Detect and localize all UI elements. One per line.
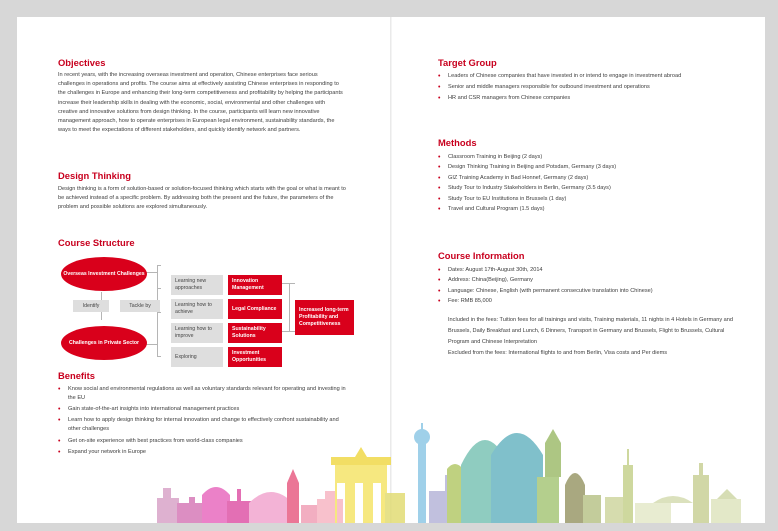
oval-overseas-investment: Overseas Investment Challenges [61,257,147,291]
target-group-list [438,72,738,106]
identify-label: Identify [73,300,109,312]
design-thinking-heading: Design Thinking [58,170,131,181]
target-group-heading: Target Group [438,57,497,68]
gray-box-approaches: Learning new approaches [171,275,223,295]
course-information-list [438,266,738,308]
methods-list [438,153,738,215]
skyline-building [583,495,601,523]
list-item: • Dates: August 17th-August 30th, 2014 [438,266,738,275]
outcome-box: Increased long-term Profitability and Competitiveness [295,300,354,335]
objectives-text: In recent years, with the increasing overseas investment and operation, Chinese enterprises face serious challenges in operations and profits. The course aims at effectively assisting Chinese enterprises in responding to the challenges in Europe and enhancing their long-term competitiveness and profitability by helping the participants increase their leadership skills in dealing with the economic, social, environmental and other challenges with creative and innovative solutions from design thinking. In the course, participants will learn new innovative management approach, how to operate enterprises in European legal environment, sustainability standards, the ways to meet the expectations of different stakeholders, and quickly identify network and partners. [58,72,343,134]
list-item: • Senior and middle managers responsible for outbound investment and operations [438,83,738,92]
skyline-building [537,477,559,523]
list-item: • Language: Chinese, English (with permanent consecutive translation into Chinese) [438,287,738,296]
skyline-building [355,447,367,457]
skyline-building [331,457,391,465]
skyline-building [317,491,343,523]
skyline-building [287,469,299,523]
skyline-building [301,505,319,523]
skyline-building [157,488,179,523]
connector-line [289,283,290,331]
list-item: • GIZ Training Academy in Bad Honnef, Germany (2 days) [438,174,738,183]
skyline-building [717,489,737,499]
connector-line [157,312,161,313]
brochure-spread [17,17,765,523]
list-item: • HR and CSR managers from Chinese companies [438,94,738,103]
list-item: • Get on-site experience with best practices from world-class companies [58,437,348,446]
skyline-building [565,473,585,523]
oval-private-sector: Challenges in Private Sector [61,326,147,360]
skyline-building [635,503,671,523]
skyline-building [385,493,405,523]
skyline-tower-sphere [414,429,430,445]
red-box-sustainability: Sustainability Solutions [228,323,282,343]
skyline-building [249,492,293,523]
fees-included-text: Included in the fees: Tuition fees for all trainings and visits, Training materials, 11 nights in 4 Hotels in Germany and Brussels, Daily Breakfast and Lunch, 6 Dinners, Transport in Germany and Brussels, Flight to Brussels, Cultural Program and Chinese Interpretation [448,317,734,345]
skyline-building [711,499,741,523]
skyline-building [693,463,709,523]
connector-line [282,331,295,332]
tackle-by-label: Tackle by [120,300,160,312]
list-item: • Address: China(Beijing), Germany [438,276,738,285]
course-information-heading: Course Information [438,250,525,261]
list-item: • Fee: RMB 85,000 [438,297,738,306]
list-item: • Classroom Training in Beijing (2 days) [438,153,738,162]
skyline-building [623,449,633,523]
list-item: • Leaders of Chinese companies that have invested in or intend to engage in investment abroad [438,72,738,81]
gray-box-achieve: Learning how to achieve [171,299,223,319]
skyline-building [491,433,543,523]
skyline-building [653,496,693,503]
connector-line [157,356,161,357]
fees-excluded-text: Excluded from the fees: International flights to and from Berlin, Visa costs and Per diems [448,350,668,356]
connector-line [157,265,161,266]
list-item: • Learn how to apply design thinking for internal innovation and change to effectively confront sustainability and other challenges [58,416,348,434]
list-item: • Study Tour to EU Institutions in Brussels (1 day) [438,195,738,204]
course-structure-diagram [61,257,349,367]
course-structure-heading: Course Structure [58,237,135,248]
gray-box-exploring: Exploring [171,347,223,367]
list-item: • Study Tour to Industry Stakeholders in Berlin, Germany (3.5 days) [438,184,738,193]
design-thinking-text: Design thinking is a form of solution-based or solution-focused thinking which starts with the goal or what is meant to be achieved instead of a specific problem. By addressing both the present and the future, the parameters of the problem and possible solutions are explored simultaneously. [58,186,346,211]
red-box-legal: Legal Compliance [228,299,282,319]
list-item: • Travel and Cultural Program (1.5 days) [438,205,738,214]
connector-line [157,288,161,289]
list-item: • Gain state-of-the-art insights into international management practices [58,405,348,414]
skyline-building [447,464,463,523]
objectives-heading: Objectives [58,57,106,68]
skyline-building [227,489,251,523]
skyline-building [202,487,230,523]
skyline-building [545,429,561,477]
list-item: • Know social and environmental regulations as well as voluntary standards relevant for operating and investing in the EU [58,385,348,403]
red-box-innovation: Innovation Management [228,275,282,295]
list-item: • Expand your network in Europe [58,448,348,457]
red-box-investment: Investment Opportunities [228,347,282,367]
city-skyline-illustration [17,403,765,523]
gray-box-improve: Learning how to improve [171,323,223,343]
benefits-heading: Benefits [58,370,95,381]
list-item: • Design Thinking Training in Beijing and Potsdam, Germany (3 days) [438,163,738,172]
methods-heading: Methods [438,137,477,148]
